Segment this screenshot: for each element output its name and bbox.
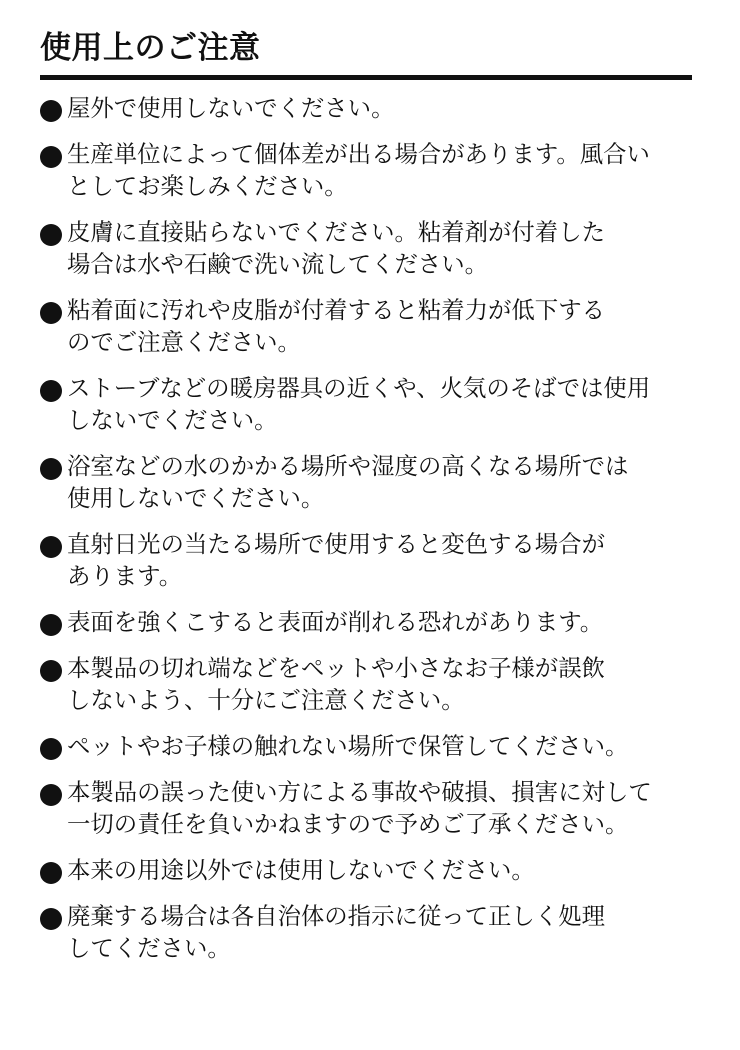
notice-text-line: 屋外で使用しないでください。: [67, 94, 395, 122]
notice-text-line: 粘着面に汚れや皮脂が付着すると粘着力が低下する: [67, 296, 605, 324]
bullet-icon: [40, 784, 62, 806]
bullet-icon: [40, 458, 62, 480]
notice-text-line: しないでください。: [67, 406, 278, 434]
bullet-icon: [40, 738, 62, 760]
bullet-icon: [40, 146, 62, 168]
notice-text-line: 浴室などの水のかかる場所や湿度の高くなる場所では: [67, 452, 629, 480]
list-item: [40, 372, 692, 436]
notice-text-line: しないよう、十分にご注意ください。: [67, 686, 465, 714]
notice-text-line: のでご注意ください。: [67, 328, 301, 356]
bullet-icon: [40, 908, 62, 930]
list-item: [40, 854, 692, 886]
notice-text-line: としてお楽しみください。: [67, 172, 348, 200]
bullet-icon: [40, 660, 62, 682]
list-item: [40, 92, 692, 124]
notice-text-line: 使用しないでください。: [67, 484, 325, 512]
notice-text-line: 一切の責任を負いかねますので予めご了承ください。: [67, 810, 629, 838]
notice-text-line: してください。: [67, 934, 231, 962]
list-item: [40, 528, 692, 592]
notice-text-line: ストーブなどの暖房器具の近くや、火気のそばでは使用: [67, 374, 651, 402]
notice-text-line: 生産単位によって個体差が出る場合があります。風合い: [67, 140, 650, 168]
list-item: [40, 776, 692, 840]
notice-text-line: 廃棄する場合は各自治体の指示に従って正しく処理: [67, 902, 605, 930]
notice-text-line: 本製品の誤った使い方による事故や破損、損害に対して: [67, 778, 652, 806]
list-item: [40, 652, 692, 716]
notice-text-line: あります。: [67, 562, 183, 590]
title-divider: [40, 75, 692, 80]
bullet-icon: [40, 536, 62, 558]
list-item: [40, 294, 692, 358]
list-item: [40, 730, 692, 762]
notice-text-line: 皮膚に直接貼らないでください。粘着剤が付着した: [67, 218, 605, 246]
bullet-icon: [40, 380, 62, 402]
page-title: 使用上のご注意: [40, 30, 261, 66]
list-item: [40, 450, 692, 514]
notice-text-line: 直射日光の当たる場所で使用すると変色する場合が: [67, 530, 605, 558]
notice-text-line: 本製品の切れ端などをペットや小さなお子様が誤飲: [67, 654, 605, 682]
list-item: [40, 606, 692, 638]
list-item: [40, 138, 692, 202]
precautions-list: [40, 92, 692, 978]
notice-text-line: 本来の用途以外では使用しないでください。: [67, 856, 535, 884]
bullet-icon: [40, 100, 62, 122]
bullet-icon: [40, 614, 62, 636]
list-item: [40, 216, 692, 280]
list-item: [40, 900, 692, 964]
notice-text-line: 表面を強くこすると表面が削れる恐れがあります。: [67, 608, 604, 636]
bullet-icon: [40, 224, 62, 246]
notice-text-line: 場合は水や石鹸で洗い流してください。: [67, 250, 489, 278]
bullet-icon: [40, 862, 62, 884]
notice-text-line: ペットやお子様の触れない場所で保管してください。: [67, 732, 629, 760]
bullet-icon: [40, 302, 62, 324]
